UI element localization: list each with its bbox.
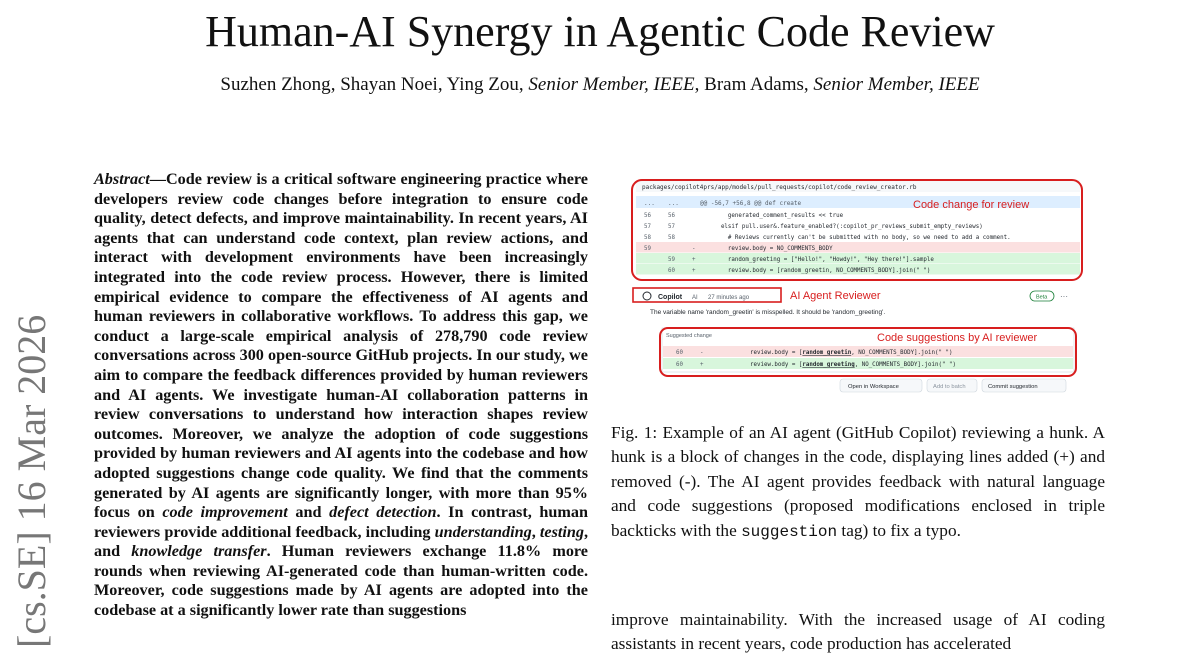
svg-text:Beta: Beta [1036,294,1048,301]
svg-text:Add to batch: Add to batch [933,384,966,390]
suggestion-line-num: 60 [676,350,683,356]
caption-code: suggestion [741,522,838,541]
arxiv-stamp: [cs.SE] 16 Mar 2026 [9,314,54,648]
author-name: Ying Zou [446,74,519,95]
abstract-text: and [287,503,330,522]
abstract-text: , [531,522,540,541]
svg-text:AI: AI [692,295,698,301]
body-text: improve maintainability. With the increased usage of AI coding assistants in recent years, code production has accelerated [611,610,1105,654]
hunk-header: @@ -56,7 +56,8 @@ def create [700,200,802,207]
abstract-text: . Human reviewers exchange 11.8% more rounds when reviewing AI-generated code than human-written code. Moreover, code suggestions made by AI agents are adopted into the codebase at a significantly lower rate than suggestions [94,542,588,620]
more-icon: ··· [1060,292,1068,301]
abstract-text: Code review is a critical software engineering practice where developers review code changes before integration to ensure code quality, detect defects, and improve maintainability. In recent years, AI agents that can understand code context, plan review actions, and interact with development environments have been increasingly integrated into the code review process. However, there is limited empirical evidence to compare the effectiveness of AI agents and human reviewers in collaborative workflows. To address this gap, we conduct a large-scale empirical analysis of 278,790 code review conversations across 300 open-source GitHub projects. In our study, we aim to compare the feedback differences provided by human reviewers and AI agents. We investigate human-AI collaboration patterns in review conversations to understand how interaction shapes review outcomes. Moreover, we analyze the adoption of code suggestions provided by human reviewers and AI agents into the codebase and how adopted suggestions change code quality. We find that the comments generated by AI agents are significantly longer, with more than 95% focus on [94,170,588,522]
abstract-text: , and [94,522,589,561]
suggestion-line-num: 60 [676,362,683,368]
label-code-change: Code change for review [913,199,1030,211]
diff-line-new: 59 [668,257,675,263]
diff-line-old: 59 [644,246,651,252]
author-role: Senior Member, IEEE [813,74,980,95]
label-reviewer: AI Agent Reviewer [790,290,881,302]
abstract-text: defect detection [329,503,437,522]
figure-caption [611,421,1105,544]
abstract-text: testing [539,522,584,541]
comment-time: 27 minutes ago [708,295,750,301]
diff-line-code: random_greeting = ["Hello!", "Howdy!", "Hey there!"].sample [700,257,934,263]
abstract-label: Abstract [94,170,150,188]
caption-text: Fig. 1: Example of an AI agent (GitHub Copilot) reviewing a hunk. A hunk is a block of changes in the code, displaying lines added (+) and removed (-). The AI agent provides feedback with natural language and code suggestions (proposed modifications enclosed in triple backticks with the [611,423,1105,540]
diff-line-sign: - [692,246,696,252]
suggestion-highlight: random_greetin [802,350,852,356]
svg-text:Commit suggestion: Commit suggestion [988,384,1038,390]
suggested-change-title: Suggested change [666,333,712,339]
diff-line-new: 56 [668,213,675,219]
svg-text:...: ... [644,200,655,207]
copilot-name: Copilot [658,294,683,301]
diff-line-code: review.body = NO_COMMENTS_BODY [700,246,833,252]
diff-line-sign: + [692,268,696,274]
suggestion-line-code: review.body = [random_greeting, NO_COMMENTS_BODY].join(" ") [750,362,956,368]
author-name: Shayan Noei [340,74,438,95]
figure-1 [630,178,1086,398]
caption-text: tag) to fix a typo. [837,520,961,540]
svg-text:Open in Workspace: Open in Workspace [848,384,899,390]
file-path: packages/copilot4prs/app/models/pull_requests/copilot/code_review_creator.rb [642,184,917,191]
review-comment: The variable name 'random_greetin' is misspelled. It should be 'random_greeting'. [650,309,886,316]
author-name: Bram Adams [704,74,804,95]
author-name: Suzhen Zhong [220,74,331,95]
diff-line-new: 57 [668,224,675,230]
paper-title: Human-AI Synergy in Agentic Code Review [205,7,995,56]
diff-line-old: 57 [644,224,651,230]
diff-line-old: 56 [644,213,651,219]
suggestion-line-sign: + [700,362,704,368]
diff-line-old: 58 [644,235,651,241]
diff-line-code: review.body = [random_greetin, NO_COMMENTS_BODY].join(" ") [700,268,931,274]
diff-line-new: 60 [668,268,675,274]
suggestion-line-sign: - [700,350,704,356]
diff-line-code: elsif pull.user&.feature_enabled?(:copilot_pr_reviews_submit_empty_reviews) [700,224,983,230]
diff-line-code: generated_comment_results << true [700,213,844,219]
suggestion-line-code: review.body = [random_greetin, NO_COMMENTS_BODY].join(" ") [750,350,953,356]
abstract-text: knowledge transfer [131,542,267,561]
author-list: Suzhen Zhong, Shayan Noei, Ying Zou, Senior Member, IEEE, Bram Adams, Senior Member, IEEE [220,74,980,95]
diff-line-new: 58 [668,235,675,241]
diff-line-sign: + [692,257,696,263]
suggestion-highlight: random_greeting [802,362,855,368]
abstract-text: . In contrast, human reviewers provide additional feedback, including [94,503,588,541]
svg-text:...: ... [668,200,679,207]
abstract-text: understanding [434,522,532,541]
abstract-text: code improvement [162,503,288,522]
abstract: Abstract—Code review is a critical software engineering practice where developers review code changes before integration to ensure code quality, detect defects, and improve maintainability. In recent years, AI agents that can understand code context, plan review actions, and interact with development environments have been increasingly integrated into the code review process. However, there is limited empirical evidence to compare the effectiveness of AI agents and human reviewers in collaborative workflows. To address this gap, we conduct a large-scale empirical analysis of 278,790 code review conversations across 300 open-source GitHub projects. In our study, we aim to compare the feedback differences provided by human reviewers and AI agents. We investigate human-AI collaboration patterns in review conversations to understand how interaction shapes review outcomes. Moreover, we analyze the adoption of code suggestions provided by human reviewers and AI agents into the codebase and how adopted suggestions change code quality. We find that the comments generated by AI agents are significantly longer, with more than 95% focus on code improvement and defect detection. In contrast, human reviewers provide additional feedback, including understanding, testing, and knowledge transfer. Human reviewers exchange 11.8% more rounds when reviewing AI-generated code than human-written code. Moreover, code suggestions made by AI agents are adopted into the codebase at a significantly lower rate than suggestions [94,170,589,620]
diff-line-code: # Reviews currently can't be submitted with no body, so we need to add a comment. [700,235,1011,241]
label-suggestion: Code suggestions by AI reviewer [877,332,1038,344]
author-role: Senior Member, IEEE [528,74,695,95]
